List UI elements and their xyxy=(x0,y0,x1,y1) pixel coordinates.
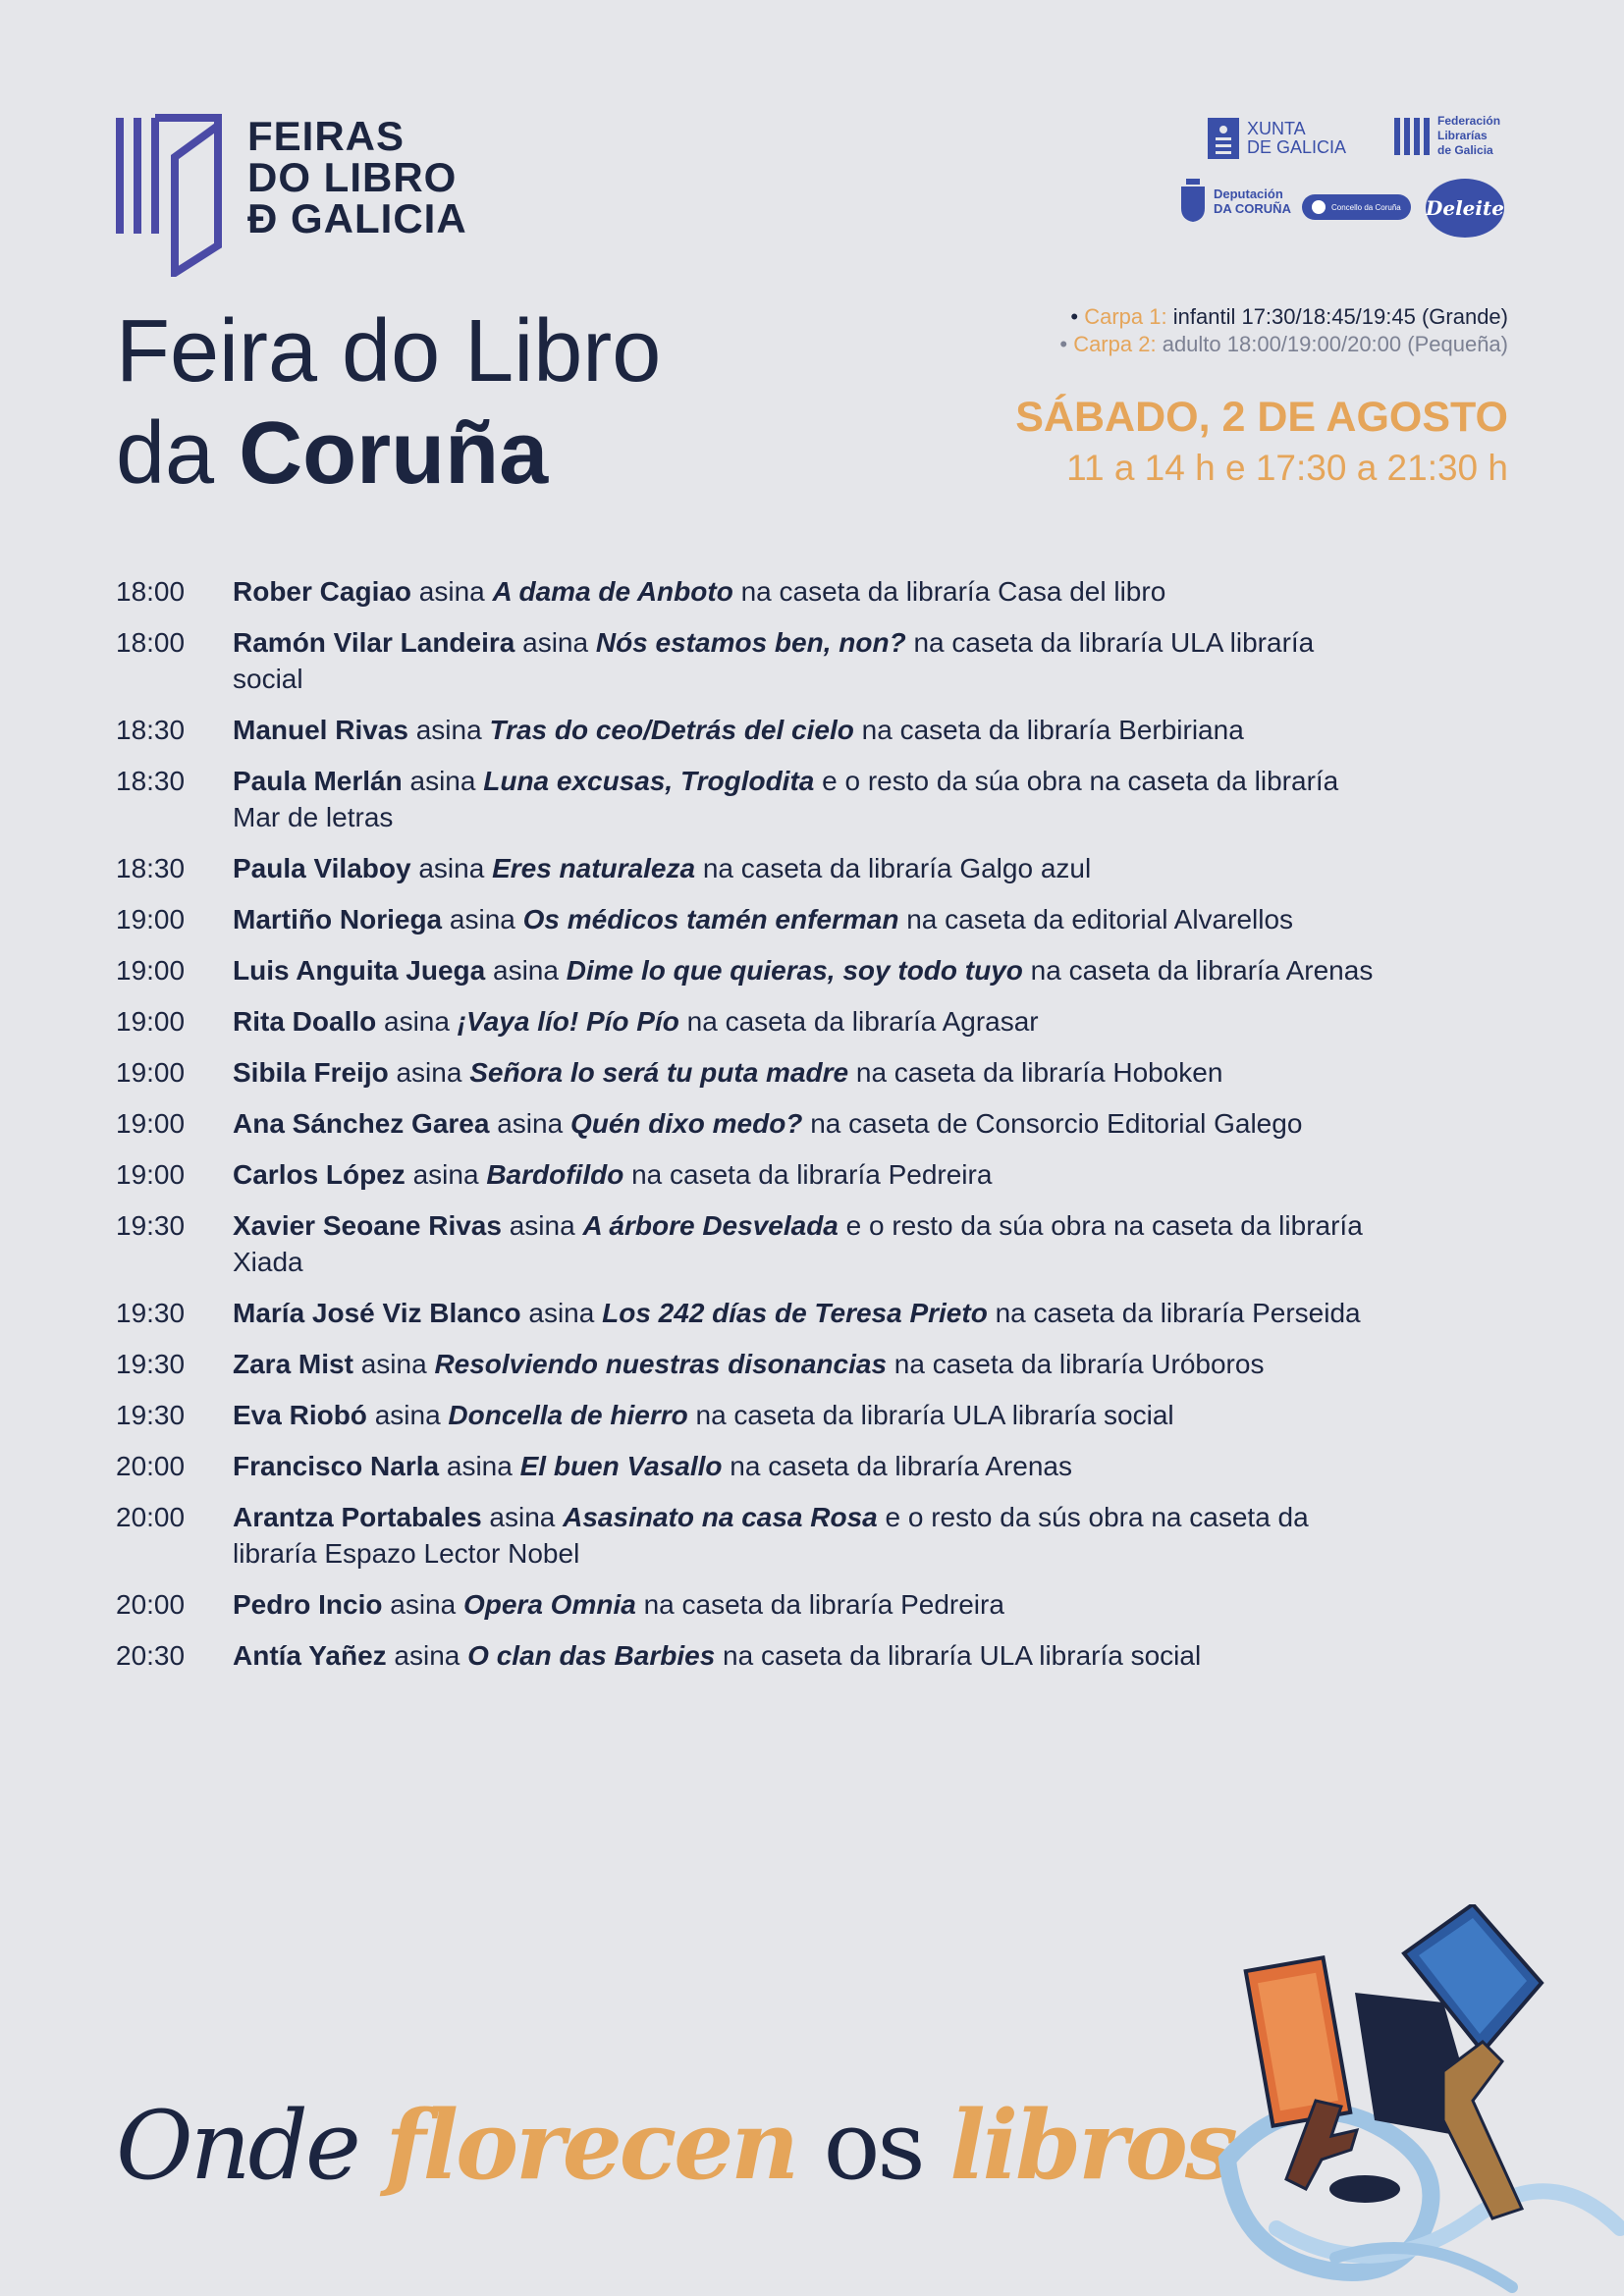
schedule-author: Arantza Portabales xyxy=(233,1502,482,1532)
tagline xyxy=(116,2087,1235,2205)
schedule-verb: asina xyxy=(386,1640,468,1671)
schedule-text xyxy=(233,573,1382,610)
schedule-text xyxy=(233,712,1382,748)
schedule-time: 19:00 xyxy=(116,1108,186,1139)
schedule-row xyxy=(116,1586,1382,1623)
schedule-verb: asina xyxy=(520,1298,603,1328)
xunta-emblem-icon xyxy=(1208,118,1239,159)
schedule-verb: asina xyxy=(481,1502,564,1532)
schedule-row xyxy=(116,712,1382,748)
schedule-verb: asina xyxy=(366,1400,449,1430)
federacion-bars-icon xyxy=(1394,116,1432,157)
schedule-book: Os médicos tamén enferman xyxy=(522,904,899,934)
schedule-time: 19:00 xyxy=(116,955,186,986)
schedule-location: na caseta da libraría Casa del libro xyxy=(732,576,1166,607)
schedule-text xyxy=(233,1207,1382,1280)
xunta-label: XUNTA DE GALICIA xyxy=(1247,119,1347,157)
schedule-author: Manuel Rivas xyxy=(233,715,408,745)
concello-label: Concello da Coruña xyxy=(1331,202,1401,212)
schedule-time: 20:00 xyxy=(116,1589,186,1620)
schedule-time: 19:30 xyxy=(116,1349,186,1379)
schedule-time: 20:30 xyxy=(116,1640,186,1671)
schedule-row xyxy=(116,1105,1382,1142)
federacion-label: Federación Librarías de Galicia xyxy=(1437,114,1501,157)
schedule-location: e o resto da súa obra na caseta da libraría Mar de letras xyxy=(233,766,1339,832)
schedule-row xyxy=(116,1054,1382,1091)
federacion-logo xyxy=(1394,114,1500,158)
schedule-row xyxy=(116,1637,1382,1674)
schedule-verb: asina xyxy=(410,853,493,883)
schedule-author: Paula Vilaboy xyxy=(233,853,411,883)
schedule-location: na caseta da libraría Galgo azul xyxy=(695,853,1092,883)
schedule-location: na caseta da editorial Alvarellos xyxy=(898,904,1294,934)
schedule-book: Nós estamos ben, non? xyxy=(595,627,906,658)
schedule-author: María José Viz Blanco xyxy=(233,1298,521,1328)
schedule-row xyxy=(116,1003,1382,1040)
schedule-text xyxy=(233,1397,1382,1433)
schedule-time: 18:30 xyxy=(116,715,186,745)
schedule-location: na caseta da libraría Uróboros xyxy=(887,1349,1265,1379)
page-title xyxy=(116,300,661,505)
deputacion-logo xyxy=(1178,179,1291,224)
schedule-book: Luna excusas, Troglodita xyxy=(483,766,815,796)
schedule-time: 19:00 xyxy=(116,904,186,934)
schedule-text xyxy=(233,1637,1382,1674)
event-day: SÁBADO, 2 DE AGOSTO xyxy=(1015,394,1508,441)
schedule-author: Ramón Vilar Landeira xyxy=(233,627,515,658)
schedule-book: Bardofildo xyxy=(486,1159,624,1190)
schedule-text xyxy=(233,850,1382,886)
schedule-row xyxy=(116,1397,1382,1433)
schedule-row xyxy=(116,1207,1382,1280)
title-city: Coruña xyxy=(239,404,549,503)
schedule-location: e o resto da sús obra na caseta da libraría Espazo Lector Nobel xyxy=(233,1502,1309,1569)
schedule-verb: asina xyxy=(442,904,523,934)
schedule-location: e o resto da súa obra na caseta da libraría Xiada xyxy=(233,1210,1363,1277)
schedule-location: na caseta da libraría Arenas xyxy=(722,1451,1072,1481)
schedule-author: Antía Yañez xyxy=(233,1640,387,1671)
event-date xyxy=(1015,391,1508,493)
schedule-book: Quén dixo medo? xyxy=(569,1108,803,1139)
schedule-author: Rita Doallo xyxy=(233,1006,377,1037)
tagline-word-2: florecen xyxy=(385,2090,797,2201)
schedule-row xyxy=(116,850,1382,886)
schedule-time: 18:00 xyxy=(116,576,186,607)
carpa-2-desc: adulto 18:00/19:00/20:00 (Pequeña) xyxy=(1162,332,1508,356)
logo-wordmark xyxy=(247,113,467,241)
schedule-author: Rober Cagiao xyxy=(233,576,412,607)
schedule-time: 19:00 xyxy=(116,1006,186,1037)
carpa-2-bullet: • xyxy=(1059,332,1068,356)
schedule-text xyxy=(233,1156,1382,1193)
schedule-time: 19:30 xyxy=(116,1298,186,1328)
carpa-1 xyxy=(1059,303,1508,331)
schedule-verb: asina xyxy=(388,1057,470,1088)
schedule-author: Luis Anguita Juega xyxy=(233,955,486,986)
schedule-time: 18:30 xyxy=(116,766,186,796)
title-line-2 xyxy=(116,402,661,505)
schedule-verb: asina xyxy=(402,766,484,796)
schedule-book: Tras do ceo/Detrás del cielo xyxy=(489,715,854,745)
carpas-info xyxy=(1059,303,1508,358)
schedule-row xyxy=(116,573,1382,610)
schedule-row xyxy=(116,901,1382,937)
event-hours: 11 a 14 h e 17:30 a 21:30 h xyxy=(1066,448,1508,488)
schedule-time: 19:00 xyxy=(116,1159,186,1190)
schedule-row xyxy=(116,763,1382,835)
schedule-time: 19:00 xyxy=(116,1057,186,1088)
schedule-text xyxy=(233,624,1382,697)
schedule-verb: asina xyxy=(352,1349,435,1379)
schedule-book: O clan das Barbies xyxy=(467,1640,716,1671)
schedule-author: Ana Sánchez Garea xyxy=(233,1108,490,1139)
schedule-book: Asasinato na casa Rosa xyxy=(563,1502,878,1532)
schedule-author: Martiño Noriega xyxy=(233,904,443,934)
schedule-author: Francisco Narla xyxy=(233,1451,440,1481)
carpa-2-name: Carpa 2: xyxy=(1073,332,1157,356)
schedule-location: na caseta da libraría Agrasar xyxy=(678,1006,1039,1037)
schedule-verb: asina xyxy=(485,955,567,986)
carpa-2 xyxy=(1059,331,1508,358)
schedule-location: na caseta da libraría Pedreira xyxy=(635,1589,1004,1620)
schedule-location: na caseta da libraría ULA libraría social xyxy=(687,1400,1174,1430)
schedule-text xyxy=(233,1448,1382,1484)
books-hands-illustration xyxy=(1218,1904,1624,2296)
schedule-row xyxy=(116,1295,1382,1331)
deleite-logo xyxy=(1426,179,1504,238)
schedule-row xyxy=(116,1499,1382,1572)
schedule-book: Señora lo será tu puta madre xyxy=(469,1057,849,1088)
schedule-book: A dama de Anboto xyxy=(492,576,733,607)
sponsor-logos xyxy=(1178,110,1512,247)
schedule-text xyxy=(233,1295,1382,1331)
schedule-row xyxy=(116,624,1382,697)
schedule-text xyxy=(233,1105,1382,1142)
schedule-author: Eva Riobó xyxy=(233,1400,367,1430)
carpa-1-bullet: • xyxy=(1070,304,1079,329)
xunta-logo xyxy=(1208,118,1346,159)
logo-line-1: FEIRAS xyxy=(247,113,406,159)
schedule-author: Paula Merlán xyxy=(233,766,403,796)
schedule-text xyxy=(233,901,1382,937)
concello-emblem-icon xyxy=(1312,200,1326,214)
schedule-time: 20:00 xyxy=(116,1502,186,1532)
schedule-verb: asina xyxy=(382,1589,463,1620)
deputacion-label: Deputación DA CORUÑA xyxy=(1214,187,1291,216)
schedule-text xyxy=(233,1003,1382,1040)
schedule-location: na caseta da libraría Pedreira xyxy=(623,1159,993,1190)
schedule-book: Doncella de hierro xyxy=(448,1400,688,1430)
tagline-word-4: libros xyxy=(949,2090,1235,2201)
concello-logo xyxy=(1302,194,1411,220)
carpa-1-name: Carpa 1: xyxy=(1084,304,1167,329)
schedule-location: na caseta da libraría ULA libraría social xyxy=(233,627,1315,694)
book-door-logo-icon xyxy=(116,114,226,277)
schedule-time: 19:30 xyxy=(116,1400,186,1430)
schedule-location: na caseta de Consorcio Editorial Galego xyxy=(802,1108,1303,1139)
schedule-verb: asina xyxy=(439,1451,520,1481)
schedule-row xyxy=(116,1448,1382,1484)
deputacion-crest-icon xyxy=(1178,179,1208,224)
title-prefix: da xyxy=(116,404,240,503)
schedule-book: Los 242 días de Teresa Prieto xyxy=(602,1298,988,1328)
schedule-text xyxy=(233,1499,1382,1572)
schedule-book: Dime lo que quieras, soy todo tuyo xyxy=(566,955,1023,986)
schedule-time: 18:30 xyxy=(116,853,186,883)
schedule-verb: asina xyxy=(411,576,493,607)
schedule-location: na caseta da libraría Berbiriana xyxy=(853,715,1244,745)
signing-schedule xyxy=(116,573,1382,1688)
schedule-time: 19:30 xyxy=(116,1210,186,1241)
schedule-location: na caseta da libraría Perseida xyxy=(987,1298,1361,1328)
schedule-verb: asina xyxy=(501,1210,583,1241)
schedule-location: na caseta da libraría ULA libraría social xyxy=(715,1640,1202,1671)
schedule-book: El buen Vasallo xyxy=(519,1451,723,1481)
schedule-verb: asina xyxy=(405,1159,487,1190)
schedule-verb: asina xyxy=(514,627,596,658)
schedule-book: Resolviendo nuestras disonancias xyxy=(434,1349,888,1379)
schedule-author: Xavier Seoane Rivas xyxy=(233,1210,502,1241)
schedule-text xyxy=(233,1054,1382,1091)
schedule-time: 20:00 xyxy=(116,1451,186,1481)
schedule-text xyxy=(233,952,1382,988)
schedule-author: Carlos López xyxy=(233,1159,406,1190)
schedule-author: Zara Mist xyxy=(233,1349,353,1379)
deleite-label: Deleite xyxy=(1426,195,1504,220)
schedule-location: na caseta da libraría Arenas xyxy=(1022,955,1374,986)
tagline-word-1: Onde xyxy=(116,2091,386,2201)
schedule-location: na caseta da libraría Hoboken xyxy=(848,1057,1223,1088)
schedule-author: Pedro Incio xyxy=(233,1589,383,1620)
schedule-row xyxy=(116,1156,1382,1193)
schedule-book: A árbore Desvelada xyxy=(582,1210,839,1241)
logo-line-3: Đ GALICIA xyxy=(247,195,467,241)
schedule-book: ¡Vaya lío! Pío Pío xyxy=(457,1006,679,1037)
schedule-verb: asina xyxy=(489,1108,570,1139)
carpa-1-desc: infantil 17:30/18:45/19:45 (Grande) xyxy=(1172,304,1508,329)
schedule-verb: asina xyxy=(407,715,490,745)
schedule-text xyxy=(233,1586,1382,1623)
schedule-text xyxy=(233,763,1382,835)
schedule-author: Sibila Freijo xyxy=(233,1057,389,1088)
schedule-book: Eres naturaleza xyxy=(492,853,696,883)
schedule-row xyxy=(116,1346,1382,1382)
tagline-word-3: os xyxy=(796,2091,950,2201)
schedule-text xyxy=(233,1346,1382,1382)
title-line-1: Feira do Libro xyxy=(116,302,662,400)
schedule-book: Opera Omnia xyxy=(462,1589,636,1620)
logo-line-2: DO LIBRO xyxy=(247,154,458,200)
feiras-logo xyxy=(116,113,467,281)
schedule-verb: asina xyxy=(376,1006,458,1037)
schedule-time: 18:00 xyxy=(116,627,186,658)
schedule-row xyxy=(116,952,1382,988)
